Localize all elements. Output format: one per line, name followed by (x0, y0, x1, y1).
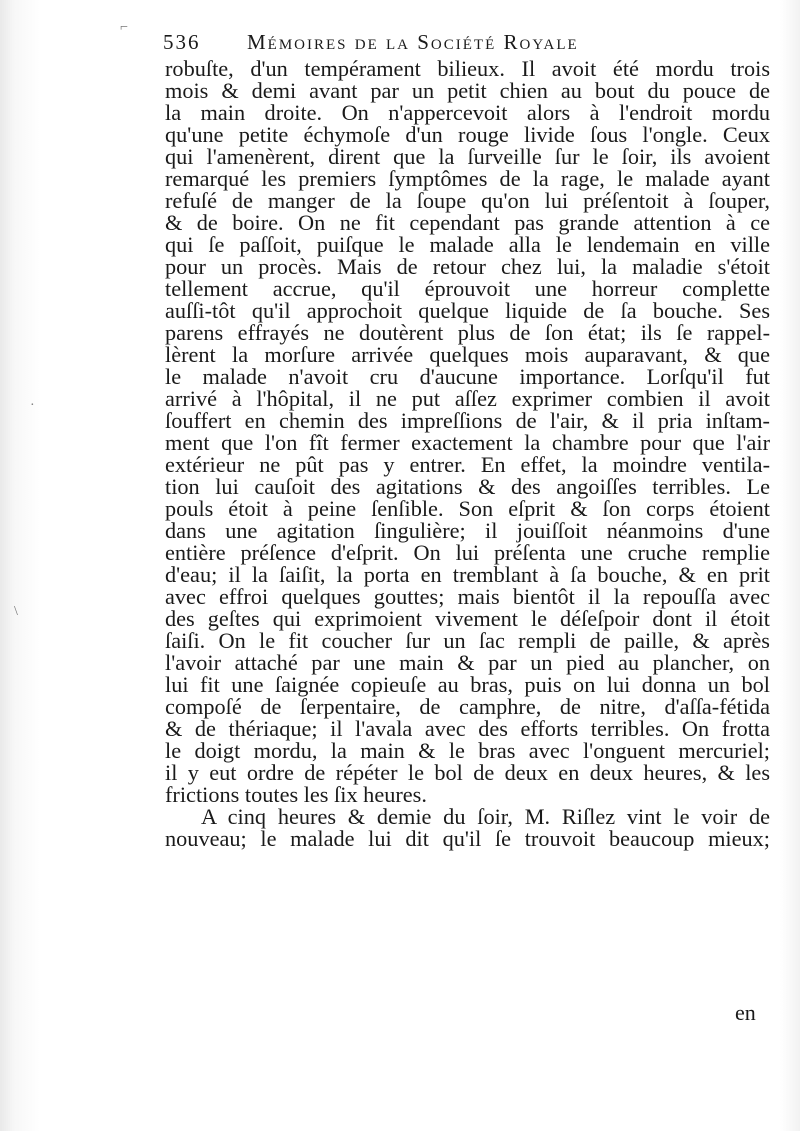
text-line: ſouffert en chemin des impreſſions de l'air, & il pria inſtam- (165, 408, 770, 433)
text-line: & de boire. On ne fit cependant pas grande attention à ce (165, 210, 770, 235)
text-line: l'avoir attaché par une main & par un pied au plancher, on (165, 650, 770, 675)
text-line: le malade n'avoit cru d'aucune importance. Lorſqu'il fut (165, 364, 770, 389)
text-line: entière préſence d'eſprit. On lui préſenta une cruche remplie (165, 540, 770, 565)
text-line: remarqué les premiers ſymptômes de la rage, le malade ayant (165, 166, 770, 191)
text-line: tion lui cauſoit des agitations & des angoiſſes terribles. Le (165, 474, 770, 499)
text-line: des geſtes qui exprimoient vivement le déſeſpoir dont il étoit (165, 606, 770, 631)
text-line: robuſte, d'un tempérament bilieux. Il avoit été mordu trois (165, 56, 770, 81)
page-number: 536 (163, 30, 201, 54)
text-line: le doigt mordu, la main & le bras avec l'onguent mercuriel; (165, 738, 770, 763)
text-line: arrivé à l'hôpital, il ne put aſſez exprimer combien il avoit (165, 386, 770, 411)
text-line: extérieur ne pût pas y entrer. En effet, la moindre ventila- (165, 452, 770, 477)
text-line: frictions toutes les ſix heures. (165, 782, 427, 807)
text-line: dans une agitation ſingulière; il jouiſſoit néanmoins d'une (165, 518, 770, 543)
running-head: Mémoires de la Société Royale (247, 30, 579, 54)
text-line: & de thériaque; il l'avala avec des efforts terribles. On frotta (165, 716, 770, 741)
text-line: qui ſe paſſoit, puiſque le malade alla le lendemain en ville (165, 232, 770, 257)
text-line: lui fit une ſaignée copieuſe au bras, puis on lui donna un bol (165, 672, 770, 697)
text-line: ment que l'on fît fermer exactement la chambre pour que l'air (165, 430, 770, 455)
text-line: A cinq heures & demie du ſoir, M. Riſlez vint le voir de (201, 804, 770, 829)
text-line: pour un procès. Mais de retour chez lui, la maladie s'étoit (165, 254, 770, 279)
margin-mark: \ (14, 604, 18, 619)
text-line: refuſé de manger de la ſoupe qu'on lui préſentoit à ſouper, (165, 188, 770, 213)
text-line: qu'une petite échymoſe d'un rouge livide ſous l'ongle. Ceux (165, 122, 770, 147)
text-line: la main droite. On n'appercevoit alors à l'endroit mordu (165, 100, 770, 125)
text-line: avec effroi quelques gouttes; mais bientôt il la repouſſa avec (165, 584, 770, 609)
margin-mark: · (30, 398, 35, 413)
text-line: auſſi-tôt qu'il approchoit quelque liquide de ſa bouche. Ses (165, 298, 770, 323)
catchword: en (735, 1000, 756, 1025)
text-line: mois & demi avant par un petit chien au bout du pouce de (165, 78, 770, 103)
text-line: pouls étoit à peine ſenſible. Son eſprit & ſon corps étoient (165, 496, 770, 521)
text-line: parens effrayés ne doutèrent plus de ſon état; ils ſe rappel- (165, 320, 770, 345)
text-line: compoſé de ſerpentaire, de camphre, de nitre, d'aſſa-fétida (165, 694, 770, 719)
text-line: lèrent la morſure arrivée quelques mois auparavant, & que (165, 342, 770, 367)
text-line: nouveau; le malade lui dit qu'il ſe trouvoit beaucoup mieux; (165, 826, 770, 851)
text-line: qui l'amenèrent, dirent que la ſurveille ſur le ſoir, ils avoient (165, 144, 770, 169)
text-line: d'eau; il la ſaiſit, la porta en tremblant à ſa bouche, & en prit (165, 562, 770, 587)
text-line: tellement accrue, qu'il éprouvoit une horreur complette (165, 276, 770, 301)
text-line: il y eut ordre de répéter le bol de deux en deux heures, & les (165, 760, 770, 785)
margin-mark: ⌐ (120, 20, 128, 35)
body-text (165, 58, 770, 850)
text-line: ſaiſi. On le fit coucher ſur un ſac rempli de paille, & après (165, 628, 770, 653)
